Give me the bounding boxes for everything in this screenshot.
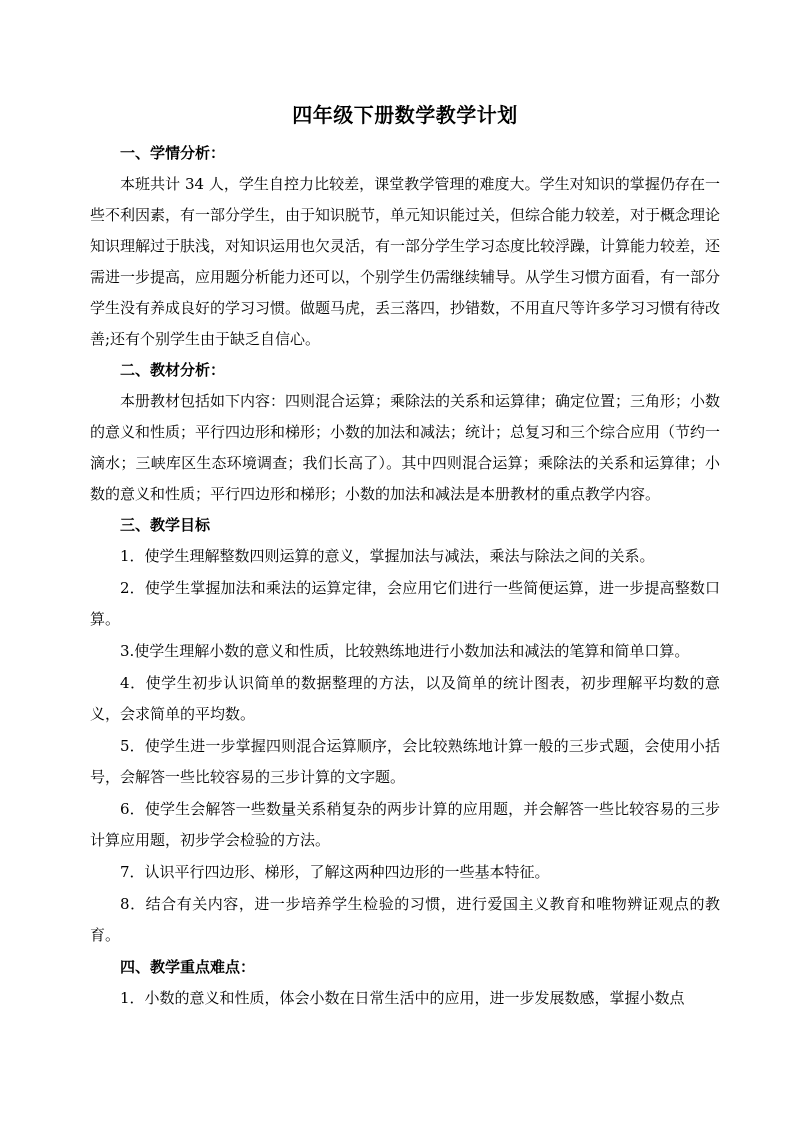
- goal-item: 1．使学生理解整数四则运算的意义，掌握加法与减法，乘法与除法之间的关系。: [120, 547, 655, 565]
- section-heading: 一、学情分析：: [120, 144, 226, 162]
- goal-item: 3.使学生理解小数的意义和性质，比较熟练地进行小数加法和减法的笔算和简单口算。: [120, 642, 690, 660]
- section-student-analysis: [90, 138, 720, 355]
- section-textbook-analysis: [90, 355, 720, 510]
- section-teaching-goals: [90, 510, 720, 951]
- section-heading: 三、教学目标: [120, 516, 211, 534]
- paragraph: 1．小数的意义和性质，体会小数在日常生活中的应用，进一步发展数感，掌握小数点: [120, 989, 685, 1007]
- goal-item: 6．使学生会解答一些数量关系稍复杂的两步计算的应用题，并会解答一些比较容易的三步计算应用题，初步学会检验的方法。: [90, 800, 720, 849]
- document-title: 四年级下册数学教学计划: [292, 103, 518, 127]
- section-heading: 二、教材分析：: [120, 361, 226, 379]
- goal-item: 2．使学生掌握加法和乘法的运算定律，会应用它们进行一些简便运算，进一步提高整数口算。: [90, 579, 720, 628]
- paragraph: 本册教材包括如下内容：四则混合运算；乘除法的关系和运算律；确定位置；三角形；小数的意义和性质；平行四边形和梯形；小数的加法和减法；统计；总复习和三个综合应用（节约一滴水；三峡库区生态环境调查；我们长高了）。其中四则混合运算；乘除法的关系和运算律；小数的意义和性质；平行四边形和梯形；小数的加法和减法是本册教材的重点教学内容。: [90, 392, 721, 503]
- goal-item: 5．使学生进一步掌握四则混合运算顺序，会比较熟练地计算一般的三步式题，会使用小括号，会解答一些比较容易的三步计算的文字题。: [90, 737, 720, 786]
- section-key-difficulties: [90, 952, 720, 1014]
- goal-item: 7．认识平行四边形、梯形，了解这两种四边形的一些基本特征。: [120, 863, 550, 881]
- goal-item: 4．使学生初步认识简单的数据整理的方法，以及简单的统计图表，初步理解平均数的意义，会求简单的平均数。: [90, 674, 720, 723]
- paragraph: 本班共计 34 人，学生自控力比较差，课堂教学管理的难度大。学生对知识的掌握仍存在一些不利因素，有一部分学生，由于知识脱节，单元知识能过关，但综合能力较差，对于概念理论知识理解过于肤浅，对知识运用也欠灵活，有一部分学生学习态度比较浮躁，计算能力较差，还需进一步提高，应用题分析能力还可以，个别学生仍需继续辅导。从学生习惯方面看，有一部分学生没有养成良好的学习习惯。做题马虎，丢三落四，抄错数，不用直尺等许多学习习惯有待改善;还有个别学生由于缺乏自信心。: [90, 175, 721, 348]
- goal-item: 8．结合有关内容，进一步培养学生检验的习惯，进行爱国主义教育和唯物辨证观点的教育。: [90, 895, 720, 944]
- document-page: [90, 100, 720, 1015]
- section-heading: 四、教学重点难点：: [120, 958, 256, 976]
